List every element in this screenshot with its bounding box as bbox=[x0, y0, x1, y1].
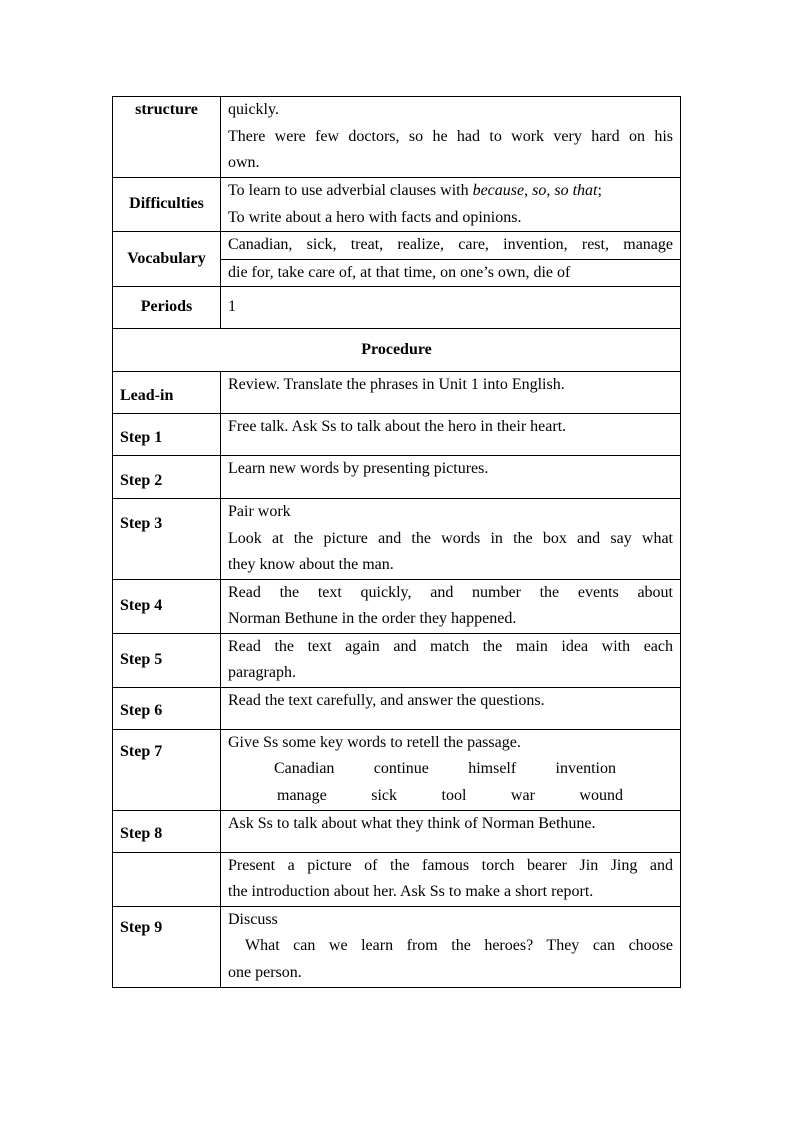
step-2-text: Learn new words by presenting pictures. bbox=[221, 456, 681, 499]
step-9-content bbox=[221, 906, 681, 987]
step-3-row bbox=[113, 499, 681, 580]
step-6-row bbox=[113, 687, 681, 729]
step-8-label: Step 8 bbox=[113, 810, 221, 852]
key-word: invention bbox=[555, 760, 616, 777]
step-5-label: Step 5 bbox=[113, 633, 221, 687]
difficulties-line-1 bbox=[228, 178, 673, 205]
step-3-line-3: they know about the man. bbox=[228, 556, 394, 573]
step-4-line-2: Norman Bethune in the order they happened. bbox=[228, 610, 517, 627]
step-5-line-1: Read the text again and match the main idea with each bbox=[228, 637, 673, 655]
step-2-row bbox=[113, 456, 681, 499]
structure-content bbox=[221, 97, 681, 178]
step-9-line-2: What can we learn from the heroes? They can choose bbox=[245, 937, 673, 954]
step-6-label: Step 6 bbox=[113, 687, 221, 729]
step-7-row bbox=[113, 729, 681, 810]
vocabulary-words bbox=[221, 232, 681, 260]
step-7-content bbox=[221, 729, 681, 810]
key-words-row-2 bbox=[228, 783, 673, 810]
step-5-content bbox=[221, 633, 681, 687]
vocabulary-row-1 bbox=[113, 232, 681, 260]
key-word: himself bbox=[468, 760, 517, 777]
key-word: continue bbox=[373, 760, 429, 777]
structure-line-3: own. bbox=[228, 154, 260, 171]
because-term: because bbox=[472, 182, 525, 199]
jin-jing-row bbox=[113, 852, 681, 906]
empty-label bbox=[113, 852, 221, 906]
periods-label: Periods bbox=[113, 287, 221, 329]
jin-jing-line-2: the introduction about her. Ask Ss to make a short report. bbox=[228, 883, 594, 900]
step-1-row bbox=[113, 414, 681, 456]
key-word: war bbox=[510, 786, 535, 804]
key-word: Canadian bbox=[274, 760, 335, 777]
vocabulary-phrases: die for, take care of, at that time, on one’s own, die of bbox=[221, 259, 681, 287]
vocabulary-words-text: Canadian, sick, treat, realize, care, invention, rest, manage bbox=[228, 236, 673, 253]
step-9-row bbox=[113, 906, 681, 987]
difficulties-label: Difficulties bbox=[113, 178, 221, 232]
semicolon: ; bbox=[597, 182, 602, 199]
step-7-intro: Give Ss some key words to retell the passage. bbox=[228, 733, 521, 751]
step-9-line-1: Discuss bbox=[228, 910, 278, 928]
step-3-label: Step 3 bbox=[113, 499, 221, 580]
key-word: sick bbox=[371, 786, 398, 804]
key-words-row-1 bbox=[228, 756, 673, 783]
step-9-line-3: one person. bbox=[228, 963, 302, 981]
step-8-text: Ask Ss to talk about what they think of Norman Bethune. bbox=[221, 810, 681, 852]
step-1-text: Free talk. Ask Ss to talk about the hero in their heart. bbox=[221, 414, 681, 456]
step-5-line-2: paragraph. bbox=[228, 664, 296, 681]
difficulties-pre: To learn to use adverbial clauses with bbox=[228, 182, 473, 199]
lead-in-text: Review. Translate the phrases in Unit 1 into English. bbox=[221, 372, 681, 414]
periods-value: 1 bbox=[221, 287, 681, 329]
step-3-line-1: Pair work bbox=[228, 503, 291, 520]
so-term: so bbox=[532, 182, 547, 199]
periods-row bbox=[113, 287, 681, 329]
jin-jing-content bbox=[221, 852, 681, 906]
step-9-label: Step 9 bbox=[113, 906, 221, 987]
step-4-label: Step 4 bbox=[113, 579, 221, 633]
procedure-row bbox=[113, 329, 681, 372]
step-5-row bbox=[113, 633, 681, 687]
step-6-text: Read the text carefully, and answer the questions. bbox=[221, 687, 681, 729]
structure-label: structure bbox=[113, 97, 221, 178]
lead-in-row bbox=[113, 372, 681, 414]
key-word: manage bbox=[277, 786, 327, 804]
vocabulary-label: Vocabulary bbox=[113, 232, 221, 287]
step-4-line-1: Read the text quickly, and number the events about bbox=[228, 583, 673, 601]
so-that-term: so that bbox=[554, 182, 598, 199]
step-4-row bbox=[113, 579, 681, 633]
difficulties-row bbox=[113, 178, 681, 232]
structure-line-2: There were few doctors, so he had to work very hard on his bbox=[228, 127, 673, 145]
lead-in-label: Lead-in bbox=[113, 372, 221, 414]
structure-row bbox=[113, 97, 681, 178]
difficulties-content bbox=[221, 178, 681, 232]
lesson-plan-table bbox=[112, 96, 681, 988]
structure-line-1: quickly. bbox=[228, 101, 279, 118]
separator: , bbox=[524, 182, 533, 199]
separator: , bbox=[546, 182, 555, 199]
step-4-content bbox=[221, 579, 681, 633]
procedure-heading: Procedure bbox=[113, 329, 681, 372]
step-3-content bbox=[221, 499, 681, 580]
step-8-row bbox=[113, 810, 681, 852]
key-word: tool bbox=[441, 786, 467, 804]
step-3-line-2: Look at the picture and the words in the box and say what bbox=[228, 529, 673, 547]
jin-jing-line-1: Present a picture of the famous torch bearer Jin Jing and bbox=[228, 856, 673, 874]
step-1-label: Step 1 bbox=[113, 414, 221, 456]
key-word: wound bbox=[579, 786, 623, 804]
step-2-label: Step 2 bbox=[113, 456, 221, 499]
difficulties-line-2: To write about a hero with facts and opinions. bbox=[228, 208, 522, 226]
step-7-label: Step 7 bbox=[113, 729, 221, 810]
